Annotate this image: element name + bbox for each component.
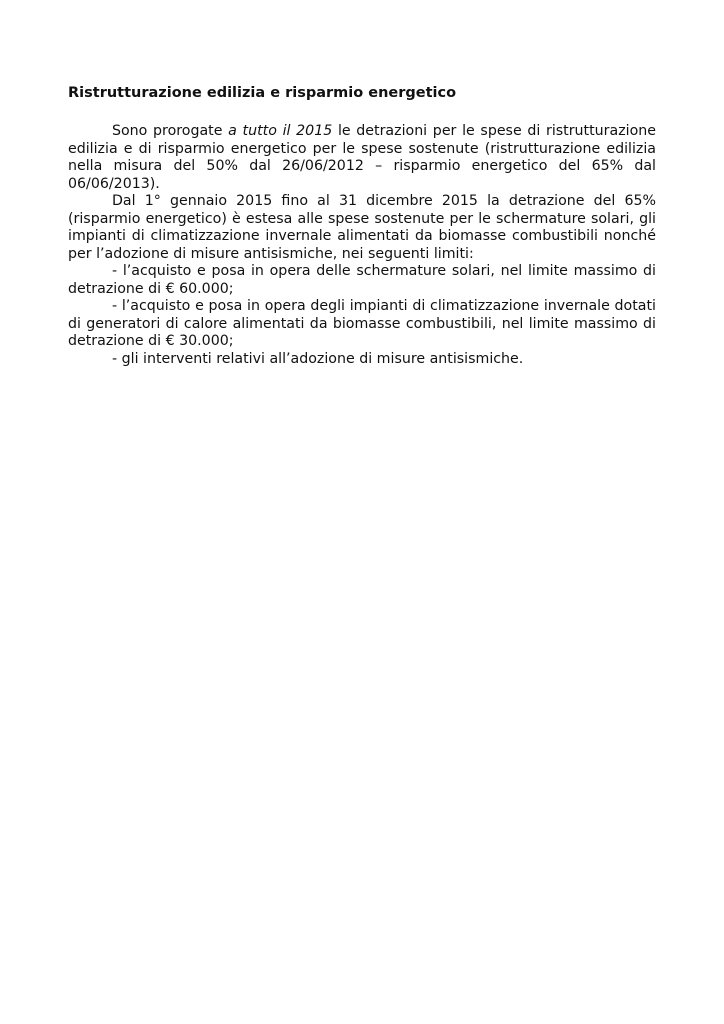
- document-title: Ristrutturazione edilizia e risparmio energetico: [68, 85, 457, 101]
- list-item-solar-shading: - l’acquisto e posa in opera delle schermature solari, nel limite massimo di detrazione di € 60.000;: [68, 263, 656, 297]
- document-page: [68, 84, 656, 368]
- paragraph-prorogation-end: le detrazioni per le spese di ristrutturazione edilizia e di risparmio energetico per le spese sostenute (ristrutturazione edilizia nella misura del 50% dal 26/06/2012 – risparmio energetico del 65% dal 06/06/2013).: [68, 123, 656, 192]
- list-item-biomass-heating: - l’acquisto e posa in opera degli impianti di climatizzazione invernale dotati di generatori di calore alimentati da biomasse combustibili, nel limite massimo di detrazione di € 30.000;: [68, 298, 656, 349]
- paragraph-prorogation-emphasis: a tutto il 2015: [228, 123, 333, 139]
- paragraph-prorogation: [68, 123, 656, 193]
- list-item-antiseismic: - gli interventi relativi all’adozione di misure antisismiche.: [112, 350, 524, 367]
- paragraph-prorogation-start: Sono prorogate: [112, 123, 229, 139]
- paragraph-extension: Dal 1° gennaio 2015 fino al 31 dicembre 2015 la detrazione del 65% (risparmio energetico) è estesa alle spese sostenute per le schermature solari, gli impianti di climatizzazione invernale alimentati da biomasse combustibili nonché per l’adozione di misure antisismiche, nei seguenti limiti:: [68, 193, 656, 262]
